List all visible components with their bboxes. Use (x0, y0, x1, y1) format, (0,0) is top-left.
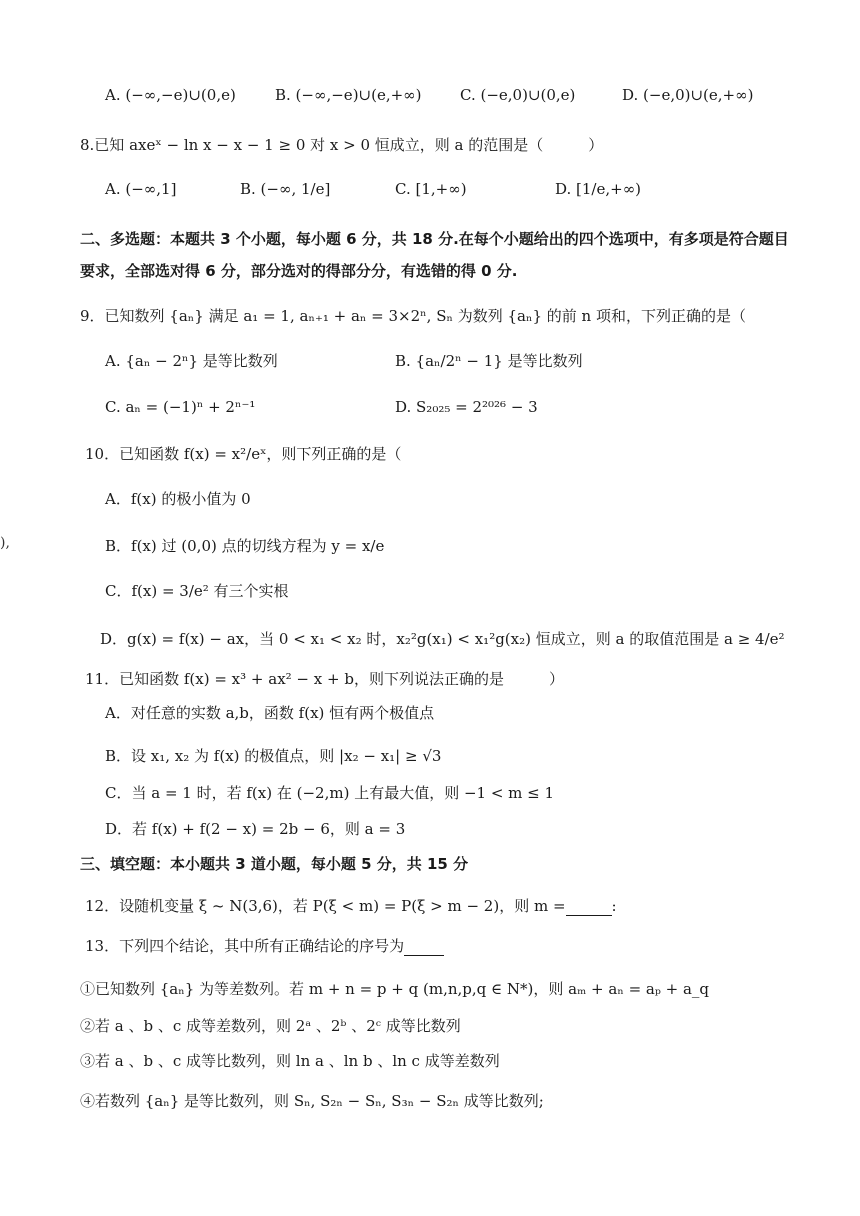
q12-line (85, 895, 617, 916)
q9-option-d: D. S₂₀₂₅ = 2²⁰²⁶ − 3 (395, 398, 538, 416)
q13-item-2: ②若 a 、b 、c 成等差数列，则 2ᵃ 、2ᵇ 、2ᶜ 成等比数列 (80, 1017, 461, 1035)
q9-option-c: C. aₙ = (−1)ⁿ + 2ⁿ⁻¹ (105, 398, 256, 416)
q7-option-d: D. (−e,0)∪(e,+∞) (622, 86, 754, 104)
q11-option-d: D．若 f(x) + f(2 − x) = 2b − 6，则 a = 3 (105, 820, 406, 838)
q10-option-b: B．f(x) 过 (0,0) 点的切线方程为 y = x/e (105, 537, 385, 555)
q12-stem: 12．设随机变量 ξ ~ N(3,6)，若 P(ξ < m) = P(ξ > m − 2)，则 m = (85, 897, 566, 915)
q7-option-a: A. (−∞,−e)∪(0,e) (105, 86, 236, 104)
q8-option-b: B. (−∞, 1/e] (240, 180, 331, 198)
q11-option-c: C．当 a = 1 时，若 f(x) 在 (−2,m) 上有最大值，则 −1 < m ≤ 1 (105, 784, 555, 802)
q7-option-c: C. (−e,0)∪(0,e) (460, 86, 576, 104)
q11-option-b: B．设 x₁, x₂ 为 f(x) 的极值点，则 |x₂ − x₁| ≥ √3 (105, 747, 442, 765)
q13-item-4: ④若数列 {aₙ} 是等比数列，则 Sₙ, S₂ₙ − Sₙ, S₃ₙ − S₂ₙ 成等比数列; (80, 1092, 544, 1110)
q13-item-3: ③若 a 、b 、c 成等比数列，则 ln a 、ln b 、ln c 成等差数列 (80, 1052, 500, 1070)
q8-option-d: D. [1/e,+∞) (555, 180, 642, 198)
q9-stem: 9．已知数列 {aₙ} 满足 a₁ = 1, aₙ₊₁ + aₙ = 3×2ⁿ, Sₙ 为数列 {aₙ} 的前 n 项和，下列正确的是（ (80, 307, 746, 325)
q13-line (85, 935, 444, 956)
q9-option-b: B. {aₙ/2ⁿ − 1} 是等比数列 (395, 352, 583, 370)
q10-option-a: A．f(x) 的极小值为 0 (105, 490, 251, 508)
q8-option-c: C. [1,+∞) (395, 180, 467, 198)
q11-stem: 11．已知函数 f(x) = x³ + ax² − x + b，则下列说法正确的是 ） (85, 670, 564, 688)
q12-tail: : (611, 897, 617, 915)
q7-option-b: B. (−∞,−e)∪(e,+∞) (275, 86, 422, 104)
margin-mark: ), (0, 535, 10, 551)
q8-option-a: A. (−∞,1] (105, 180, 177, 198)
q11-option-a: A．对任意的实数 a,b，函数 f(x) 恒有两个极值点 (105, 704, 435, 722)
q13-stem: 13．下列四个结论，其中所有正确结论的序号为 (85, 937, 405, 955)
q13-answer-blank[interactable] (404, 937, 444, 956)
section2-header-line2: 要求，全部选对得 6 分，部分选对的得部分分，有选错的得 0 分. (80, 262, 518, 280)
q8-stem: 8.已知 axeˣ − ln x − x − 1 ≥ 0 对 x > 0 恒成立，则 a 的范围是（ ） (80, 136, 604, 154)
q10-stem: 10．已知函数 f(x) = x²/eˣ，则下列正确的是（ (85, 445, 402, 463)
q10-option-d: D．g(x) = f(x) − ax，当 0 < x₁ < x₂ 时，x₂²g(x₁) < x₁²g(x₂) 恒成立，则 a 的取值范围是 a ≥ 4/e² (100, 630, 785, 648)
q9-option-a: A. {aₙ − 2ⁿ} 是等比数列 (105, 352, 278, 370)
q12-answer-blank[interactable] (566, 897, 612, 916)
section3-header: 三、填空题：本小题共 3 道小题，每小题 5 分，共 15 分 (80, 855, 469, 873)
q10-option-c: C．f(x) = 3/e² 有三个实根 (105, 582, 289, 600)
q13-item-1: ①已知数列 {aₙ} 为等差数列。若 m + n = p + q (m,n,p,q ∈ N*)，则 aₘ + aₙ = aₚ + a_q (80, 980, 709, 998)
section2-header-line1: 二、多选题：本题共 3 个小题，每小题 6 分，共 18 分.在每个小题给出的四个选项中，有多项是符合题目 (80, 230, 789, 248)
